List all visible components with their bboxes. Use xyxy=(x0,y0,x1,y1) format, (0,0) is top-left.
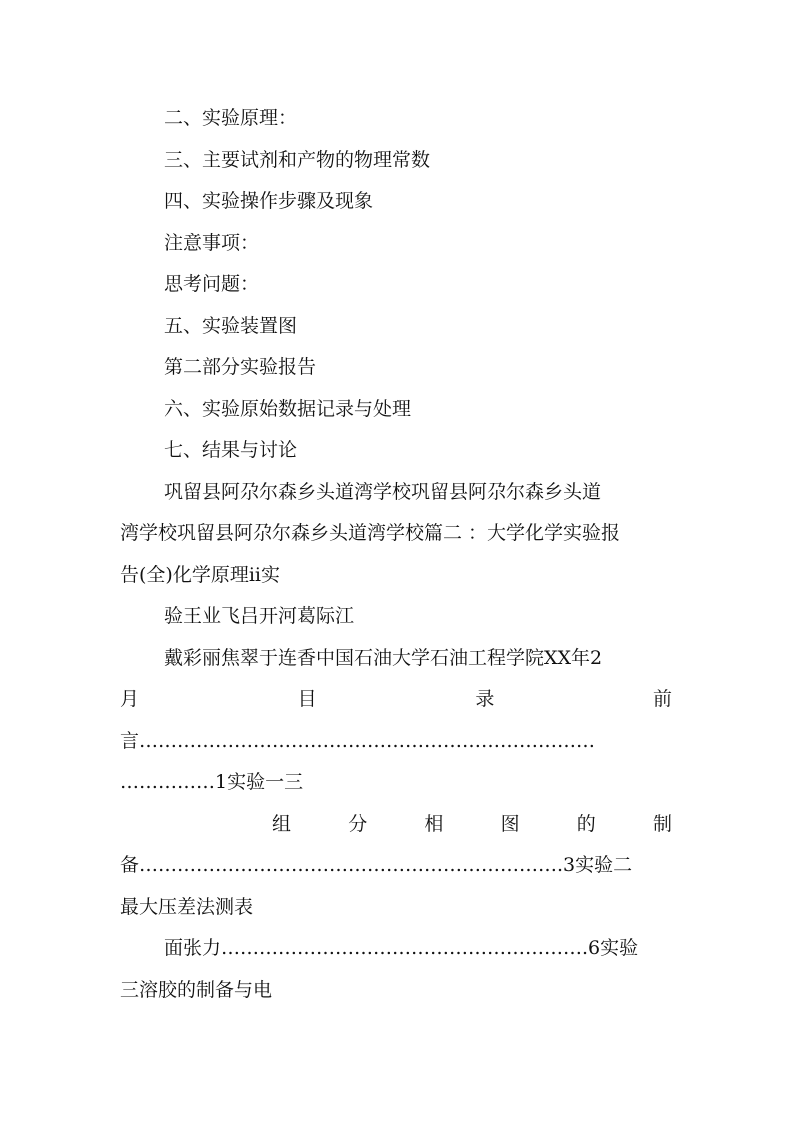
heading-part-two: 第二部分实验报告 xyxy=(164,356,317,378)
toc-line: 面张力………………………………………………….6实验 xyxy=(164,937,639,959)
toc-word: 的 xyxy=(576,813,596,835)
paragraph-line: 巩留县阿尕尔森乡头道湾学校巩留县阿尕尔森乡头道 xyxy=(164,481,602,503)
toc-word: 组 xyxy=(272,813,292,835)
toc-word: 分 xyxy=(348,813,368,835)
toc-line: ……………1实验一三 xyxy=(120,771,304,793)
toc-word: 录 xyxy=(475,688,495,710)
paragraph-line: 验王业飞吕开河葛际江 xyxy=(164,605,355,627)
toc-word: 目 xyxy=(297,688,317,710)
toc-line xyxy=(120,687,672,711)
heading-questions: 思考问题： xyxy=(164,273,260,295)
heading-results: 七、结果与讨论 xyxy=(164,439,298,461)
toc-line: 备………………………………………………………….3实验二 xyxy=(120,854,633,876)
heading-procedure: 四、实验操作步骤及现象 xyxy=(164,190,374,212)
heading-data: 六、实验原始数据记录与处理 xyxy=(164,398,412,420)
toc-line xyxy=(272,812,672,836)
toc-line: 最大压差法测表 xyxy=(120,896,254,918)
toc-line: 三溶胶的制备与电 xyxy=(120,979,273,1001)
toc-word: 制 xyxy=(652,813,672,835)
paragraph-line: 告(全)化学原理ii实 xyxy=(120,564,280,586)
paragraph-line: 湾学校巩留县阿尕尔森乡头道湾学校篇二 ：大学化学实验报 xyxy=(120,522,621,544)
paragraph-line: 戴彩丽焦翠于连香中国石油大学石油工程学院XX年2 xyxy=(164,647,603,669)
toc-word: 图 xyxy=(500,813,520,835)
toc-line: 言……………………………………………………………… xyxy=(120,730,596,752)
toc-word: 月 xyxy=(120,688,140,710)
heading-apparatus: 五、实验装置图 xyxy=(164,315,298,337)
toc-word: 前 xyxy=(652,688,672,710)
heading-reagents: 三、主要试剂和产物的物理常数 xyxy=(164,149,431,171)
heading-principle: 二、实验原理： xyxy=(164,107,298,129)
toc-word: 相 xyxy=(424,813,444,835)
heading-notes: 注意事项： xyxy=(164,232,260,254)
